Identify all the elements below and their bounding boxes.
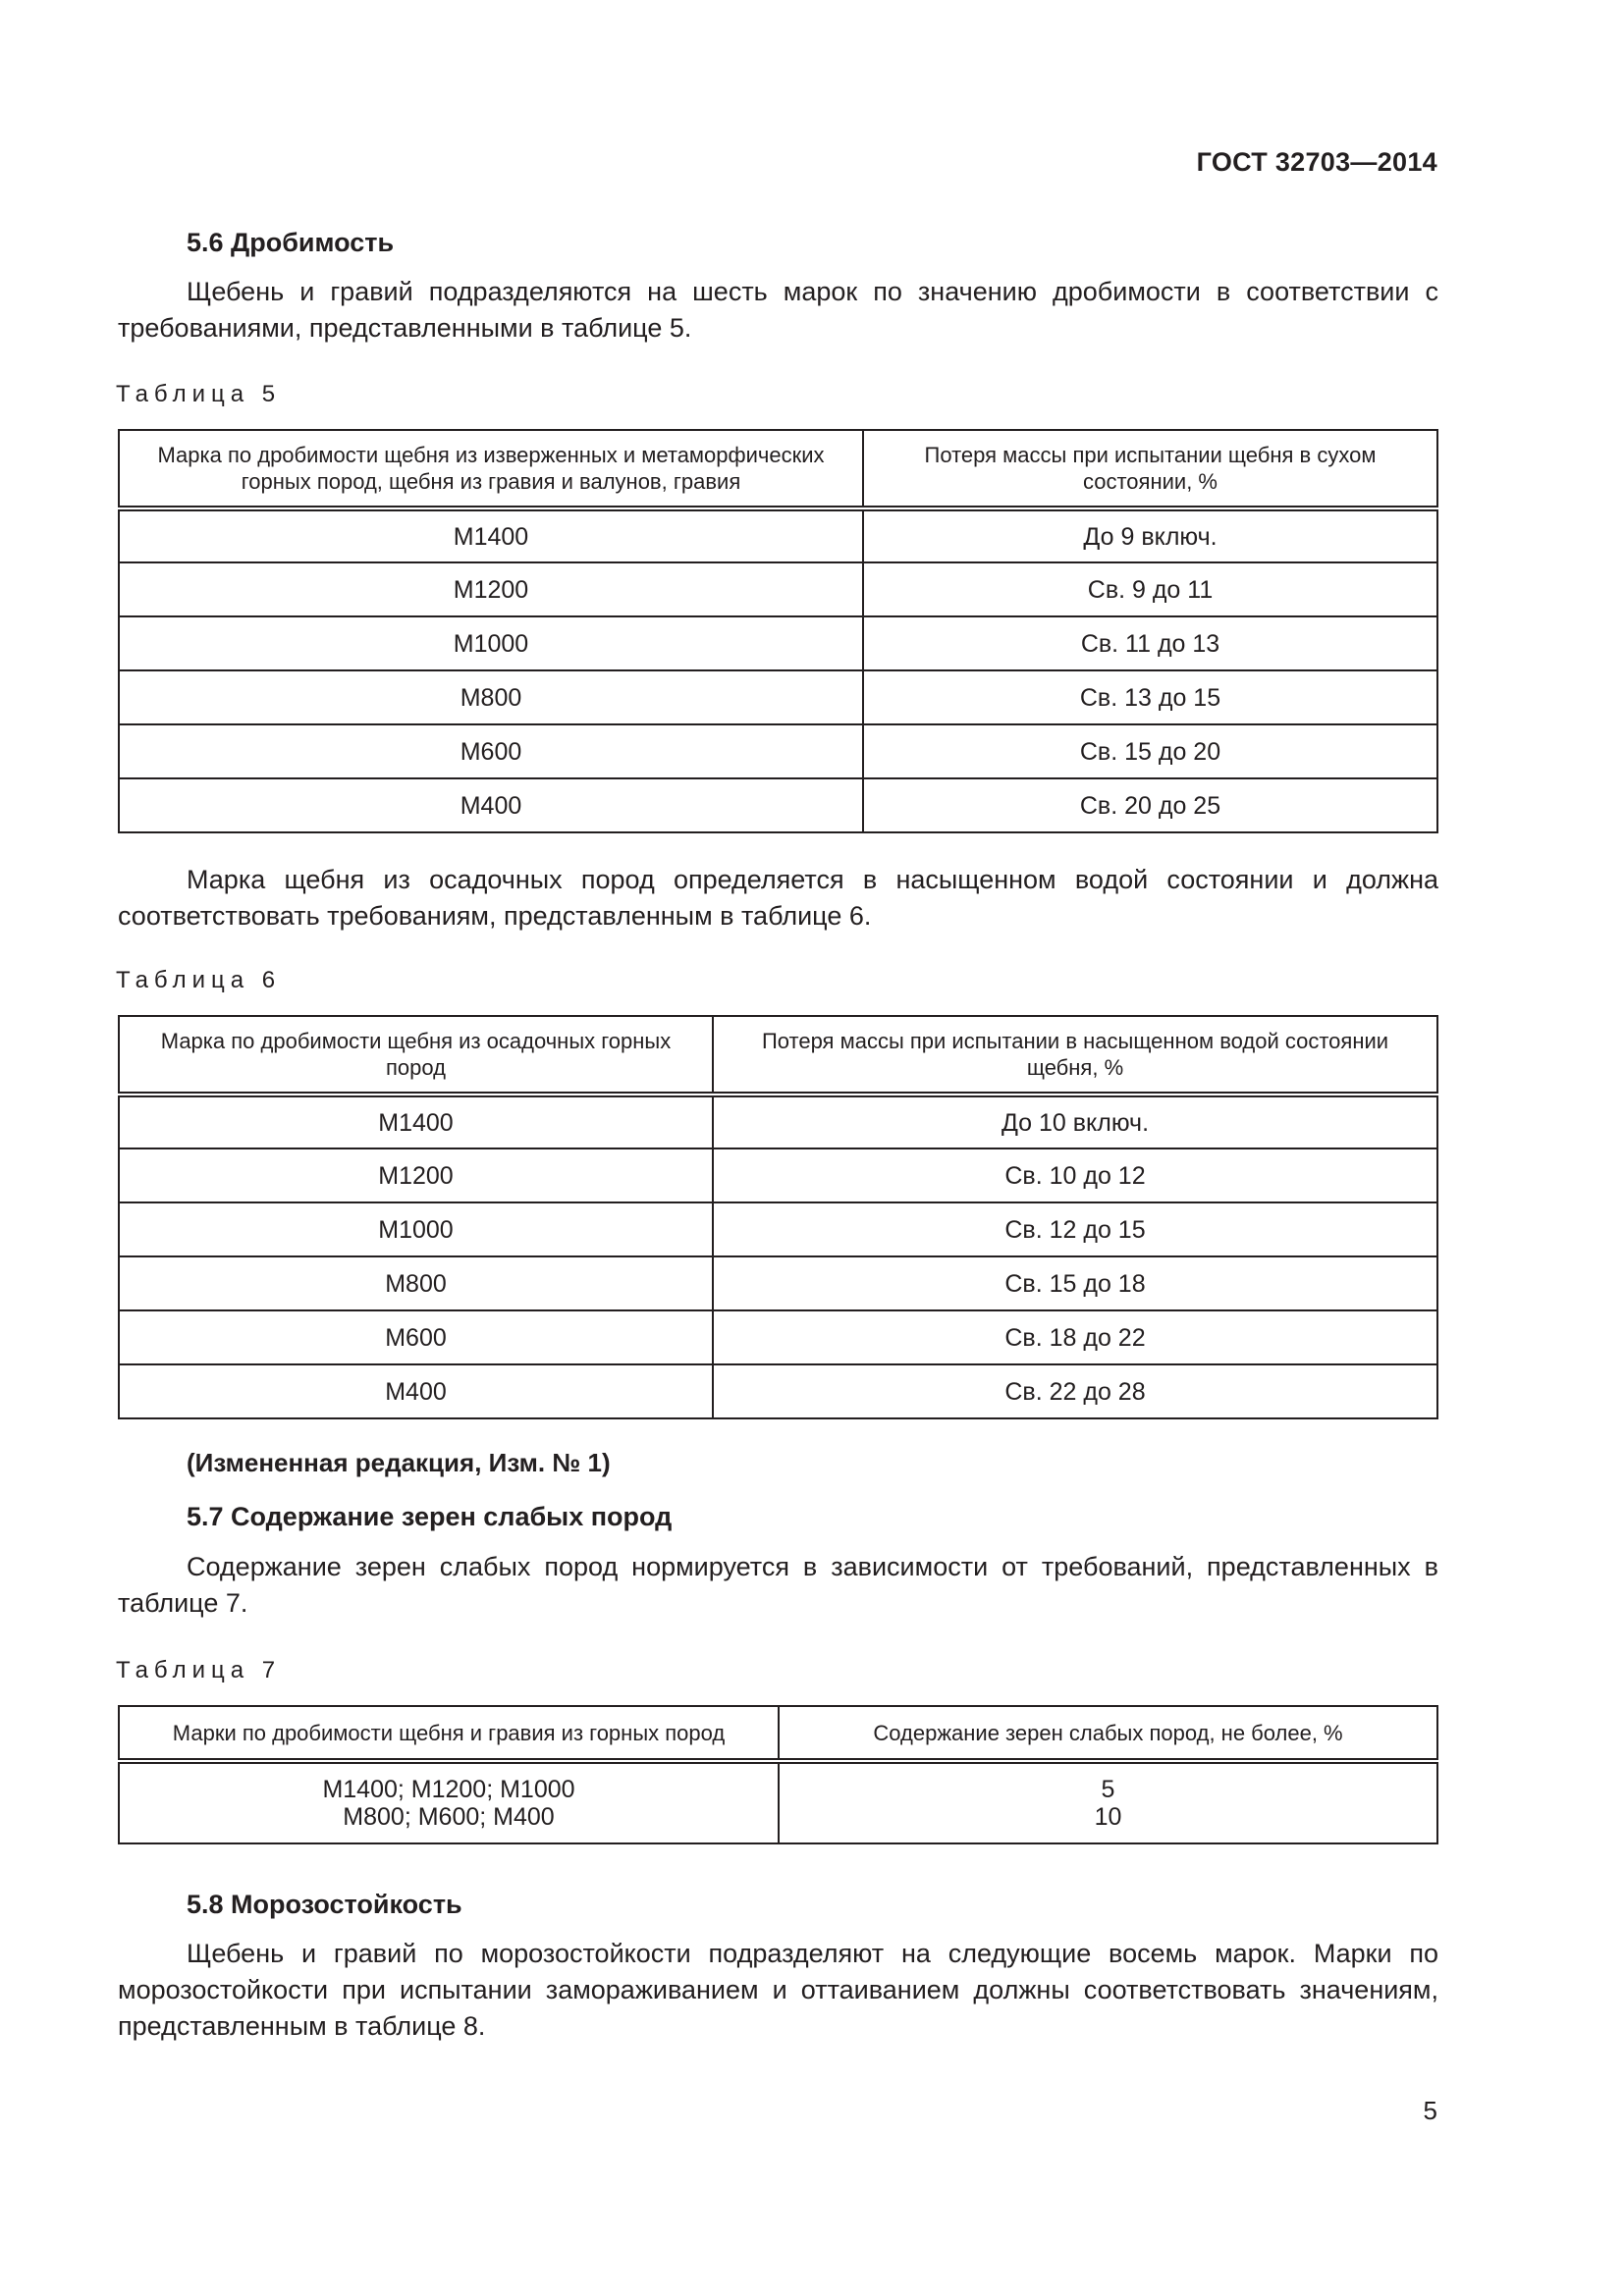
table-6-caption: Таблица 6 [116, 967, 282, 993]
table-row [119, 670, 1437, 724]
grade-cell: М1000 [119, 616, 863, 670]
table-row [119, 724, 1437, 778]
loss-cell: Св. 9 до 11 [863, 562, 1437, 616]
table-5-header-grade: Марка по дробимости щебня из изверженных и метаморфических горных пород, щебня из гравия и валунов, гравия [119, 430, 863, 508]
paragraph-sedimentary-text: Марка щебня из осадочных пород определяется в насыщенном водой состоянии и должна соответствовать требованиям, представленным в таблице 6. [118, 865, 1438, 931]
table-7-caption: Таблица 7 [116, 1657, 282, 1683]
content-value: 5 [1101, 1776, 1115, 1803]
loss-cell: Св. 22 до 28 [713, 1364, 1437, 1418]
loss-cell: До 10 включ. [713, 1095, 1437, 1148]
grade-cell: М1400 [119, 1095, 713, 1148]
paragraph-5-7-text: Содержание зерен слабых пород нормируется в зависимости от требований, представленных в таблице 7. [118, 1552, 1438, 1618]
table-row [119, 1364, 1437, 1418]
paragraph-5-7 [118, 1549, 1438, 1622]
loss-cell: Св. 11 до 13 [863, 616, 1437, 670]
page-number: 5 [1423, 2096, 1437, 2125]
grade-cell: М600 [119, 1310, 713, 1364]
section-heading-5-6: 5.6 Дробимость [187, 228, 395, 257]
table-row [119, 778, 1437, 832]
grade-cell: М600 [119, 724, 863, 778]
table-row [119, 1148, 1437, 1202]
loss-cell: Св. 10 до 12 [713, 1148, 1437, 1202]
grade-cell: М1400 [119, 508, 863, 562]
table-6-header-loss: Потеря массы при испытании в насыщенном водой состоянии щебня, % [713, 1016, 1437, 1095]
table-row [119, 508, 1437, 562]
table-5-caption: Таблица 5 [116, 381, 282, 407]
paragraph-5-6-text: Щебень и гравий подразделяются на шесть марок по значению дробимости в соответствии с требованиями, представленными в таблице 5. [118, 277, 1438, 343]
grade-cell: М800 [119, 670, 863, 724]
table-row [119, 1256, 1437, 1310]
grade-cell: М1200 [119, 562, 863, 616]
paragraph-5-8 [118, 1936, 1438, 2045]
document-code: ГОСТ 32703—2014 [1196, 147, 1437, 177]
table-row [119, 616, 1437, 670]
table-7-header-grades: Марки по дробимости щебня и гравия из горных пород [119, 1706, 779, 1761]
loss-cell: Св. 12 до 15 [713, 1202, 1437, 1256]
table-row [119, 1202, 1437, 1256]
loss-cell: До 9 включ. [863, 508, 1437, 562]
table-5-header-loss: Потеря массы при испытании щебня в сухом состоянии, % [863, 430, 1437, 508]
loss-cell: Св. 13 до 15 [863, 670, 1437, 724]
loss-cell: Св. 15 до 20 [863, 724, 1437, 778]
table-row [119, 1095, 1437, 1148]
loss-cell: Св. 15 до 18 [713, 1256, 1437, 1310]
grade-cell: М1200 [119, 1148, 713, 1202]
grade-cell: М1000 [119, 1202, 713, 1256]
table-6-header-grade: Марка по дробимости щебня из осадочных горных пород [119, 1016, 713, 1095]
paragraph-sedimentary [118, 862, 1438, 934]
table-row [119, 562, 1437, 616]
paragraph-5-8-text: Щебень и гравий по морозостойкости подразделяют на следующие восемь марок. Марки по морозостойкости при испытании замораживанием и оттаиванием должны соответствовать значениям, представленным в таблице 8. [118, 1939, 1438, 2041]
loss-cell: Св. 18 до 22 [713, 1310, 1437, 1364]
grades-line: М800; М600; М400 [343, 1803, 555, 1831]
grade-cell: М400 [119, 778, 863, 832]
paragraph-5-6 [118, 274, 1438, 347]
table-row [119, 1761, 1437, 1843]
table-6 [118, 1015, 1438, 1419]
content-value: 10 [1094, 1803, 1122, 1831]
content-cell [779, 1761, 1437, 1843]
table-row [119, 1310, 1437, 1364]
amendment-note: (Измененная редакция, Изм. № 1) [187, 1448, 611, 1477]
section-heading-5-7: 5.7 Содержание зерен слабых пород [187, 1502, 673, 1531]
table-7-header-content: Содержание зерен слабых пород, не более, % [779, 1706, 1437, 1761]
table-5 [118, 429, 1438, 833]
section-heading-5-8: 5.8 Морозостойкость [187, 1890, 462, 1919]
grade-cell: М800 [119, 1256, 713, 1310]
grades-cell [119, 1761, 779, 1843]
loss-cell: Св. 20 до 25 [863, 778, 1437, 832]
grade-cell: М400 [119, 1364, 713, 1418]
grades-line: М1400; М1200; М1000 [322, 1776, 575, 1803]
table-7 [118, 1705, 1438, 1844]
